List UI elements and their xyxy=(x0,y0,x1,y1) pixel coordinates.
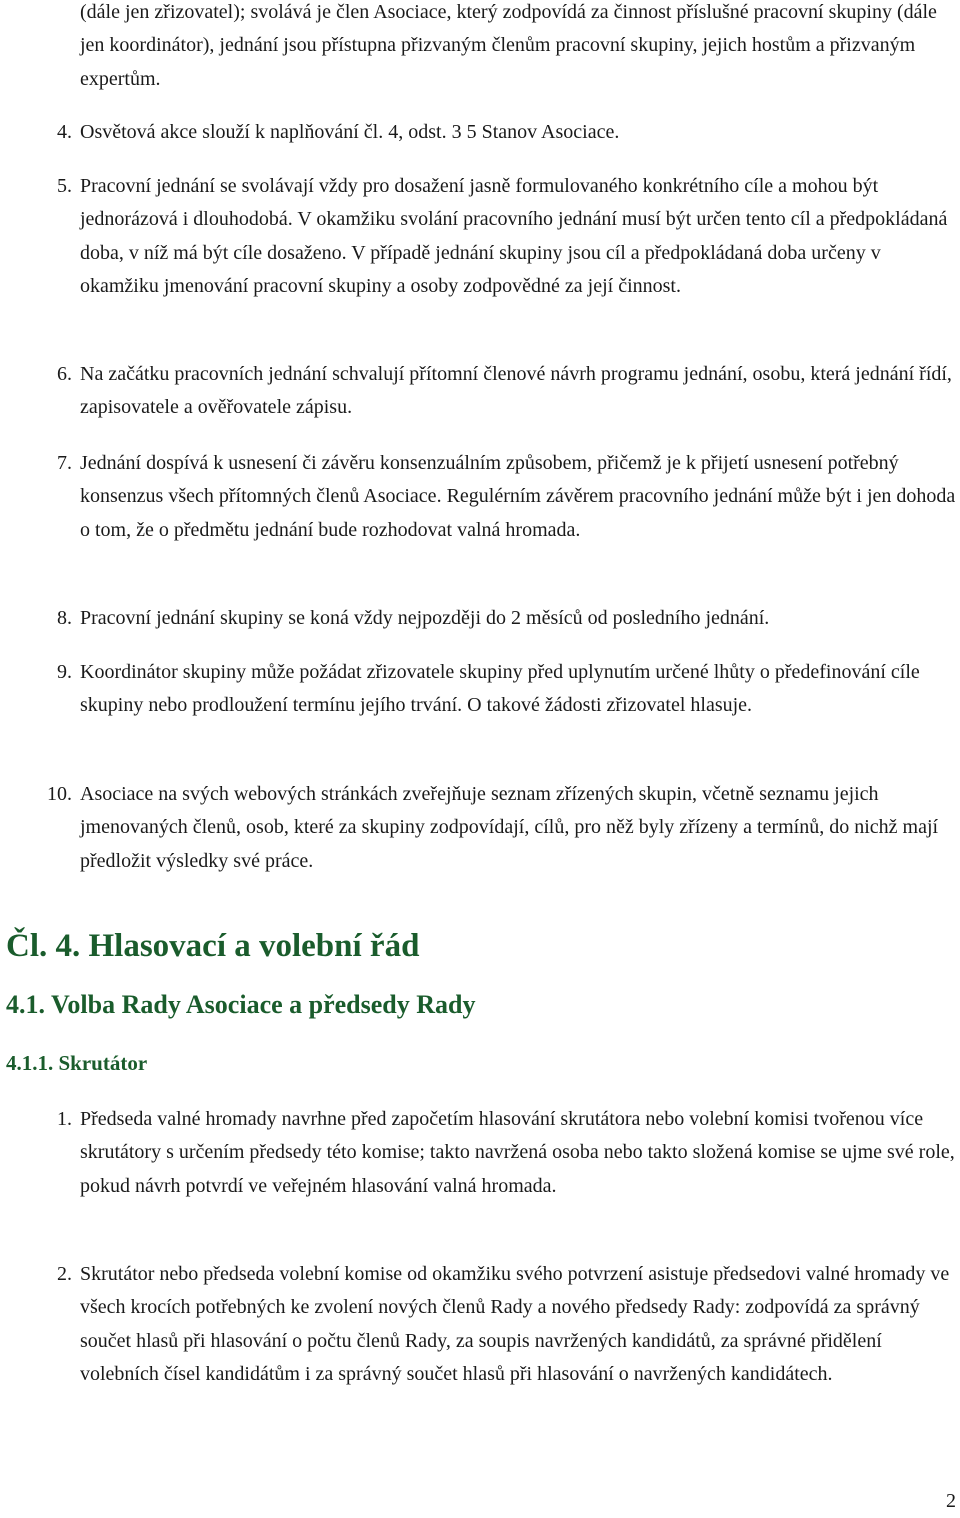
list-item-number: 6. xyxy=(57,363,72,385)
list-item-text: Asociace na svých webových stránkách zveřejňuje seznam zřízených skupin, včetně seznamu jejich jmenovaných členů, osob, které za skupiny zodpovídají, cílů, pro něž byly zřízeny a termínů, do nichž mají předložit výsledky své práce. xyxy=(80,783,939,872)
list-item-number: 4. xyxy=(57,121,72,143)
article-heading: Čl. 4. Hlasovací a volební řád xyxy=(6,928,420,964)
list-item-number: 8. xyxy=(57,607,72,629)
intro-paragraph: (dále jen zřizovatel); svolává je člen Asociace, který zodpovídá za činnost příslušné pracovní skupiny (dále jen koordinátor), jednání jsou přístupna přizvaným členům pracovní skupiny, jejich hostům a přizvaným expertům. xyxy=(80,1,937,90)
list-item-text: Jednání dospívá k usnesení či závěru konsenzuálním způsobem, přičemž je k přijetí usnesení potřebný konsenzus všech přítomných členů Asociace. Regulérním závěrem pracovního jednání může být i jen dohoda o tom, že o předmětu jednání bude rozhodovat valná hromada. xyxy=(80,452,956,541)
list-item-number: 2. xyxy=(57,1263,72,1285)
list-item-text: Na začátku pracovních jednání schvalují přítomní členové návrh programu jednání, osobu, která jednání řídí, zapisovatele a ověřovatele zápisu. xyxy=(80,363,952,419)
list-item-number: 9. xyxy=(57,661,72,683)
list-item-number: 5. xyxy=(57,175,72,197)
list-item-text: Skrutátor nebo předseda volební komise od okamžiku svého potvrzení asistuje předsedovi valné hromady ve všech krocích potřebných ke zvolení nových členů Rady a nového předsedy Rady: zodpovídá za správný součet hlasů při hlasování o počtu členů Rady, za soupis navržených kandidátů, za správné přidělení volebních čísel kandidátům i za správný součet hlasů při hlasování o navržených kandidátech. xyxy=(80,1263,950,1385)
page-number: 2 xyxy=(946,1490,956,1512)
list-item-text: Koordinátor skupiny může požádat zřizovatele skupiny před uplynutím určené lhůty o předefinování cíle skupiny nebo prodloužení termínu jejího trvání. O takové žádosti zřizovatel hlasuje. xyxy=(80,661,920,717)
list-item-number: 7. xyxy=(57,452,72,474)
list-item-text: Pracovní jednání skupiny se koná vždy nejpozději do 2 měsíců od posledního jednání. xyxy=(80,607,770,629)
section-heading: 4.1. Volba Rady Asociace a předsedy Rady xyxy=(6,990,476,1019)
list-item-number: 10. xyxy=(47,783,72,805)
subsection-heading: 4.1.1. Skrutátor xyxy=(6,1051,148,1075)
list-item-number: 1. xyxy=(57,1108,72,1130)
list-item-text: Pracovní jednání se svolávají vždy pro dosažení jasně formulovaného konkrétního cíle a mohou být jednorázová i dlouhodobá. V okamžiku svolání pracovního jednání musí být určen tento cíl a předpokládaná doba, v níž má být cíle dosaženo. V případě jednání skupiny jsou cíl a předpokládaná doba určeny v okamžiku jmenování pracovní skupiny a osoby zodpovědné za její činnost. xyxy=(80,175,948,297)
list-item-text: Osvětová akce slouží k naplňování čl. 4, odst. 3 5 Stanov Asociace. xyxy=(80,121,620,143)
list-item-text: Předseda valné hromady navrhne před započetím hlasování skrutátora nebo volební komisi tvořenou více skrutátory s určením předsedy této komise; takto navržená osoba nebo takto složená komise se ujme své role, pokud návrh potvrdí ve veřejném hlasování valná hromada. xyxy=(80,1108,955,1197)
